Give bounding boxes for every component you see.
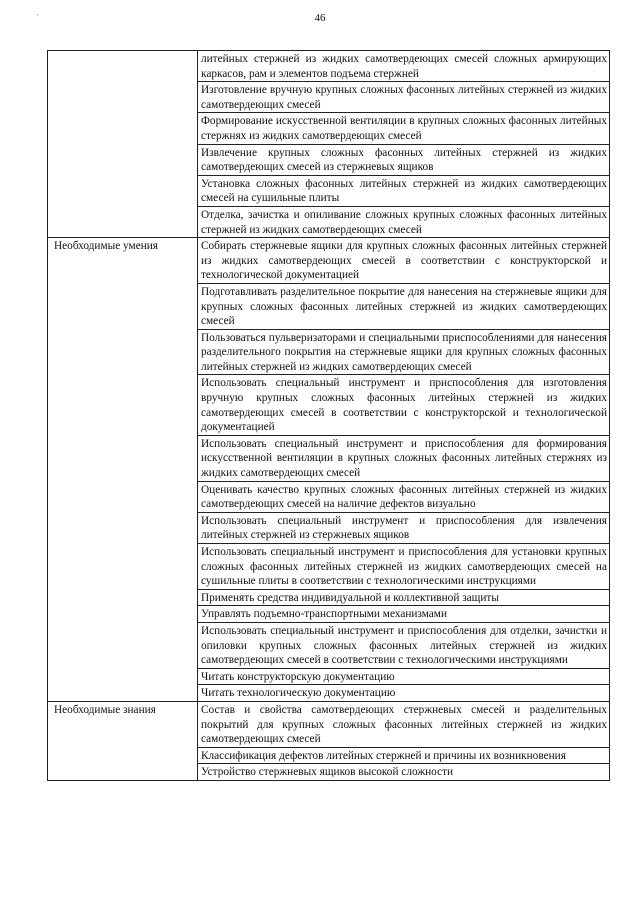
requirement-cell: Отделка, зачистка и опиливание сложных крупных сложных фасонных литейных стержней из жидких самотвердеющих смесей [198, 206, 610, 237]
section-label [48, 51, 198, 238]
requirement-cell: Использовать специальный инструмент и приспособления для формирования искусственной вентиляции в крупных сложных фасонных литейных стержнях из жидких самотвердеющих смесей [198, 435, 610, 481]
requirement-cell: Собирать стержневые ящики для крупных сложных фасонных литейных стержней из жидких самотвердеющих смесей в соответствии с конструкторской и технологической документацией [198, 238, 610, 284]
requirement-cell: Извлечение крупных сложных фасонных литейных стержней из жидких самотвердеющих смесей из стержневых ящиков [198, 144, 610, 175]
section-label: Необходимые знания [48, 701, 198, 780]
requirement-cell: Применять средства индивидуальной и коллективной защиты [198, 589, 610, 606]
requirement-cell: Формирование искусственной вентиляции в крупных сложных фасонных литейных стержнях из жидких самотвердеющих смесей [198, 113, 610, 144]
requirement-cell: Устройство стержневых ящиков высокой сложности [198, 764, 610, 781]
requirement-cell: Использовать специальный инструмент и приспособления для извлечения литейных стержней из стержневых ящиков [198, 512, 610, 543]
requirement-cell: Установка сложных фасонных литейных стержней из жидких самотвердеющих смесей на сушильные плиты [198, 175, 610, 206]
requirement-cell: Управлять подъемно-транспортными механизмами [198, 606, 610, 623]
page-number: 46 [314, 12, 326, 24]
requirements-table-body [48, 51, 610, 781]
requirement-cell: Состав и свойства самотвердеющих стержневых смесей и разделительных покрытий для крупных сложных фасонных литейных стержней из жидких самотвердеющих смесей [198, 701, 610, 747]
scan-mark: ' [37, 14, 39, 20]
requirement-cell: Изготовление вручную крупных сложных фасонных литейных стержней из жидких самотвердеющих смесей [198, 82, 610, 113]
requirement-cell: Использовать специальный инструмент и приспособления для изготовления вручную крупных сложных фасонных литейных стержней из жидких самотвердеющих смесей в соответствии с конструкторской и технологической документацией [198, 375, 610, 435]
requirement-cell: Использовать специальный инструмент и приспособления для отделки, зачистки и опиловки крупных сложных фасонных литейных стержней из жидких самотвердеющих смесей в соответствии с технологическими инструкциями [198, 622, 610, 668]
requirements-table [47, 50, 610, 781]
knowledge-row [48, 701, 610, 747]
section-label: Необходимые умения [48, 238, 198, 702]
requirement-cell: Пользоваться пульверизаторами и специальными приспособлениями для нанесения разделительного покрытия на стержневые ящики для крупных сложных фасонных литейных стержней из жидких самотвердеющих смесей [198, 329, 610, 375]
skills-row [48, 238, 610, 284]
requirement-cell: Подготавливать разделительное покрытие для нанесения на стержневые ящики для крупных сложных фасонных литейных стержней из жидких самотвердеющих смесей [198, 283, 610, 329]
requirement-cell: литейных стержней из жидких самотвердеющих смесей сложных армирующих каркасов, рам и элементов подъема стержней [198, 51, 610, 82]
requirement-cell: Использовать специальный инструмент и приспособления для установки крупных сложных фасонных литейных стержней из жидких самотвердеющих смесей на сушильные плиты в соответствии с технологическими инструкциями [198, 544, 610, 590]
requirement-cell: Оценивать качество крупных сложных фасонных литейных стержней из жидких самотвердеющих смесей на наличие дефектов визуально [198, 481, 610, 512]
continuation-row [48, 51, 610, 82]
requirement-cell: Читать технологическую документацию [198, 685, 610, 702]
requirement-cell: Классификация дефектов литейных стержней и причины их возникновения [198, 747, 610, 764]
requirement-cell: Читать конструкторскую документацию [198, 668, 610, 685]
